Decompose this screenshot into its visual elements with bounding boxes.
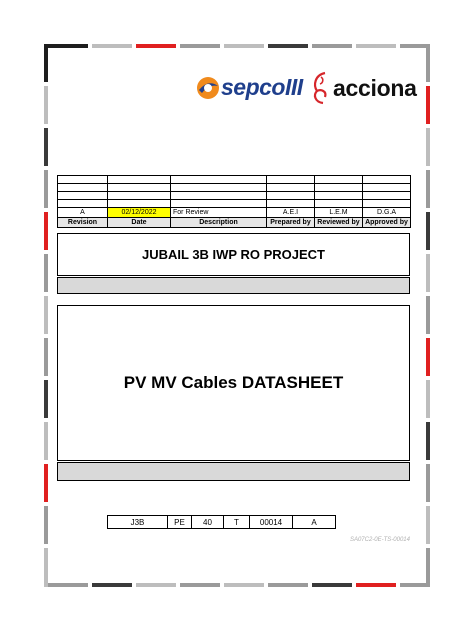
frame-top-5 bbox=[224, 44, 264, 48]
frame-bottom-1 bbox=[48, 583, 88, 587]
frame-right-12 bbox=[426, 506, 430, 544]
sepco-logo-text: sepcoIII bbox=[221, 74, 303, 100]
prepared-by-header: Prepared by bbox=[267, 218, 315, 228]
code-type: T bbox=[224, 516, 250, 529]
frame-bottom-9 bbox=[400, 583, 428, 587]
frame-right-6 bbox=[426, 254, 430, 292]
frame-right-5 bbox=[426, 212, 430, 250]
sepco-swirl-icon bbox=[195, 75, 221, 101]
frame-right-10 bbox=[426, 422, 430, 460]
frame-left-13 bbox=[44, 548, 48, 587]
frame-bottom-8 bbox=[356, 583, 396, 587]
document-code-row bbox=[108, 516, 336, 529]
code-number: 00014 bbox=[250, 516, 293, 529]
date-cell: 02/12/2022 bbox=[108, 208, 171, 218]
approved-by-header: Approved by bbox=[363, 218, 411, 228]
grey-band-top bbox=[57, 277, 410, 294]
reviewed-by-header: Reviewed by bbox=[315, 218, 363, 228]
frame-bottom-2 bbox=[92, 583, 132, 587]
frame-right-3 bbox=[426, 128, 430, 166]
revision-header: Revision bbox=[58, 218, 108, 228]
revision-row-empty bbox=[58, 200, 411, 208]
description-cell: For Review bbox=[171, 208, 267, 218]
frame-top-9 bbox=[400, 44, 428, 48]
revision-row-empty bbox=[58, 184, 411, 192]
frame-right-13 bbox=[426, 548, 430, 587]
frame-bottom-6 bbox=[268, 583, 308, 587]
frame-top-8 bbox=[356, 44, 396, 48]
frame-left-7 bbox=[44, 296, 48, 334]
frame-left-2 bbox=[44, 86, 48, 124]
frame-left-6 bbox=[44, 254, 48, 292]
document-reference: SA07C2-0E-TS-00014 bbox=[349, 537, 410, 543]
frame-right-1 bbox=[426, 44, 430, 82]
approved-by-cell: D.G.A bbox=[363, 208, 411, 218]
frame-right-2 bbox=[426, 86, 430, 124]
frame-bottom-7 bbox=[312, 583, 352, 587]
document-title-box bbox=[57, 305, 410, 461]
prepared-by-cell: A.E.I bbox=[267, 208, 315, 218]
document-title: PV MV Cables DATASHEET bbox=[123, 373, 344, 392]
revision-cell: A bbox=[58, 208, 108, 218]
frame-bottom-5 bbox=[224, 583, 264, 587]
revision-table bbox=[57, 175, 411, 228]
code-project: J3B bbox=[108, 516, 168, 529]
code-discipline: 40 bbox=[192, 516, 224, 529]
revision-row-empty bbox=[58, 176, 411, 184]
description-header: Description bbox=[171, 218, 267, 228]
frame-left-11 bbox=[44, 464, 48, 502]
project-title: JUBAIL 3B IWP RO PROJECT bbox=[142, 247, 325, 262]
document-code-table bbox=[107, 515, 336, 529]
frame-top-7 bbox=[312, 44, 352, 48]
frame-right-7 bbox=[426, 296, 430, 334]
revision-row bbox=[58, 208, 411, 218]
frame-top-1 bbox=[48, 44, 88, 48]
frame-bottom-3 bbox=[136, 583, 176, 587]
frame-left-12 bbox=[44, 506, 48, 544]
frame-right-4 bbox=[426, 170, 430, 208]
reviewed-by-cell: L.E.M bbox=[315, 208, 363, 218]
frame-left-4 bbox=[44, 170, 48, 208]
acciona-logo-text: acciona bbox=[333, 75, 417, 101]
frame-left-9 bbox=[44, 380, 48, 418]
frame-left-8 bbox=[44, 338, 48, 376]
frame-right-11 bbox=[426, 464, 430, 502]
frame-top-2 bbox=[92, 44, 132, 48]
frame-right-9 bbox=[426, 380, 430, 418]
company-logos bbox=[195, 70, 415, 110]
frame-left-3 bbox=[44, 128, 48, 166]
frame-top-3 bbox=[136, 44, 176, 48]
frame-left-10 bbox=[44, 422, 48, 460]
frame-left-5 bbox=[44, 212, 48, 250]
acciona-emblem-icon bbox=[311, 71, 331, 105]
project-title-box bbox=[57, 233, 410, 276]
revision-header-row bbox=[58, 218, 411, 228]
code-originator: PE bbox=[168, 516, 192, 529]
frame-right-8 bbox=[426, 338, 430, 376]
frame-bottom-4 bbox=[180, 583, 220, 587]
date-header: Date bbox=[108, 218, 171, 228]
frame-top-6 bbox=[268, 44, 308, 48]
frame-top-4 bbox=[180, 44, 220, 48]
grey-band-bottom bbox=[57, 462, 410, 481]
revision-row-empty bbox=[58, 192, 411, 200]
frame-left-1 bbox=[44, 44, 48, 82]
code-revision: A bbox=[293, 516, 336, 529]
